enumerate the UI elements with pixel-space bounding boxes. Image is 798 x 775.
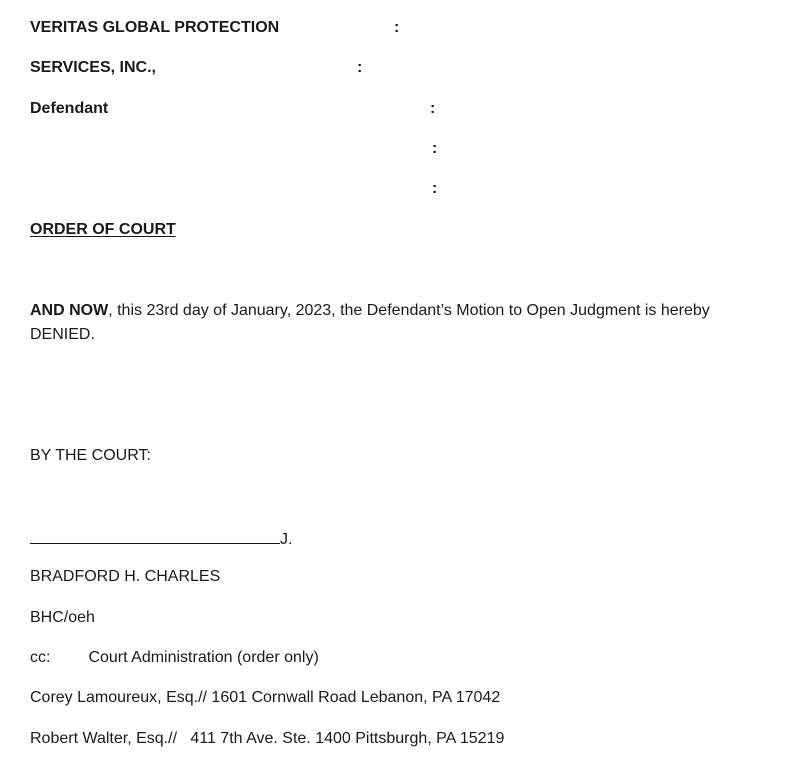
signature-rule: [30, 527, 280, 544]
initials: BHC/oeh: [30, 609, 95, 626]
cc-recipient: Corey Lamoureux, Esq.// 1601 Cornwall Road Lebanon, PA 17042: [30, 689, 501, 706]
judge-suffix: J.: [280, 531, 293, 548]
order-body: [30, 299, 775, 347]
caption-colon: :: [432, 180, 438, 197]
cc-recipient: Court Administration (order only): [88, 649, 319, 666]
order-title: ORDER OF COURT: [30, 221, 176, 238]
caption-colon: :: [394, 19, 400, 36]
by-the-court: BY THE COURT:: [30, 447, 151, 464]
caption-colon: :: [357, 59, 363, 76]
caption-colon: :: [430, 100, 436, 117]
cc-line: [30, 648, 319, 668]
party-role: Defendant: [30, 100, 109, 117]
cc-recipient: Robert Walter, Esq.// 411 7th Ave. Ste. 1400 Pittsburgh, PA 15219: [30, 730, 505, 747]
signature-line: [30, 527, 292, 550]
caption-colon: :: [432, 140, 438, 157]
order-text: , this 23rd day of January, 2023, the Defendant’s Motion to Open Judgment is hereby DENIED.: [30, 302, 710, 343]
party-name-line2: SERVICES, INC.,: [30, 59, 156, 76]
party-name-line1: VERITAS GLOBAL PROTECTION: [30, 19, 280, 36]
order-lead: AND NOW: [30, 302, 109, 319]
judge-name: BRADFORD H. CHARLES: [30, 568, 221, 585]
cc-label: cc:: [30, 649, 51, 666]
